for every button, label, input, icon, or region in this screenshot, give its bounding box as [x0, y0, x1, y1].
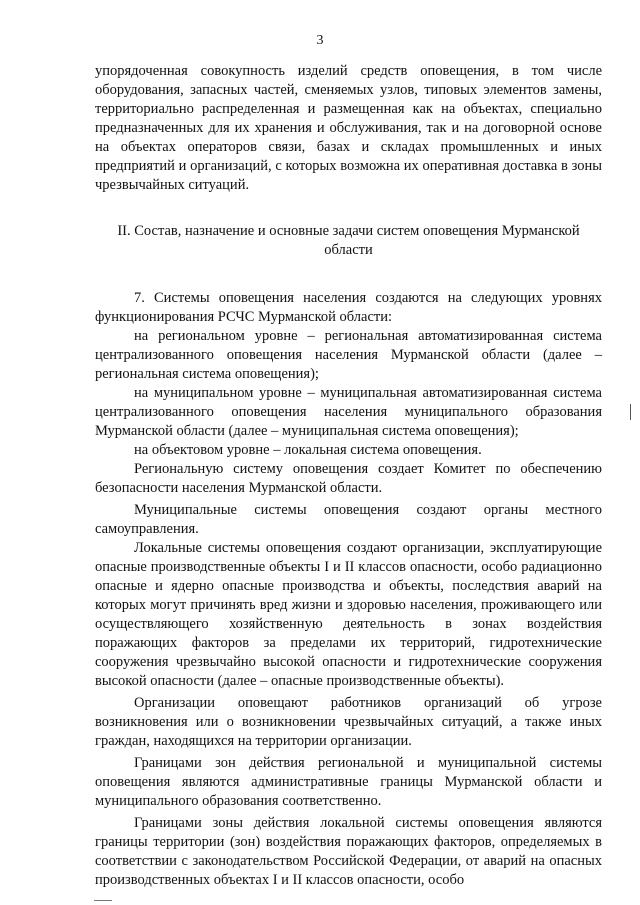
paragraph-regional-creator: Региональную систему оповещения создает Комитет по обеспечению безопасности населения Мурманской области.: [95, 461, 602, 496]
paragraph-regional-boundaries: Границами зон действия региональной и муниципальной системы оповещения являются административные границы Мурманской области и муниципального образования соответственно.: [95, 755, 602, 809]
paragraph-organizations-notify: Организации оповещают работников организаций об угрозе возникновения или о возникновении чрезвычайных ситуаций, а также иных граждан, находящихся на территории организации.: [95, 695, 602, 749]
paragraph-regional-level: на региональном уровне – региональная автоматизированная система централизованного оповещения населения Мурманской области (далее – региональная система оповещения);: [95, 328, 602, 382]
paragraph-local-systems: Локальные системы оповещения создают организации, эксплуатирующие опасные производственные объекты I и II классов опасности, особо радиационно опасные и ядерно опасные производства и объекты, последствия аварий на которых могут причинять вред жизни и здоровью населения, проживающего или осуществляющего хозяйственную деятельность в зонах воздействия поражающих факторов за пределами их территорий, гидротехнические сооружения чрезвычайно высокой опасности и гидротехнические сооружения высокой опасности (далее – опасные производственные объекты).: [95, 540, 602, 689]
paragraph-local-boundaries: Границами зоны действия локальной системы оповещения являются границы территории (зон) воздействия поражающих факторов, определяемых в соответствии с законодательством Российской Федерации, от аварий на опасных производственных объектах I и II классов опасности, особо: [95, 815, 602, 888]
paragraph-municipal-creator: Муниципальные системы оповещения создают органы местного самоуправления.: [95, 502, 602, 537]
document-body: [95, 62, 602, 890]
scan-edge-mark: [630, 404, 631, 420]
footer-mark: [94, 900, 112, 901]
paragraph-7: 7. Системы оповещения населения создаются на следующих уровнях функционирования РСЧС Мурманской области:: [95, 290, 602, 325]
page-number: 3: [316, 33, 324, 48]
paragraph-continuation: упорядоченная совокупность изделий средств оповещения, в том числе оборудования, запасных частей, сменяемых узлов, типовых элементов замены, территориально распределенная и размещенная как на объектах, специально предназначенных для их хранения и обслуживания, так и на договорной основе на объектах операторов связи, базах и складах промышленных и иных предприятий и организаций, с которых возможна их оперативная доставка в зоны чрезвычайных ситуаций.: [95, 63, 602, 193]
section-heading: II. Состав, назначение и основные задачи систем оповещения Мурманской области: [117, 223, 580, 258]
paragraph-object-level: на объектовом уровне – локальная система оповещения.: [134, 442, 482, 458]
paragraph-municipal-level: на муниципальном уровне – муниципальная автоматизированная система централизованного оповещения населения муниципального образования Мурманской области (далее – муниципальная система оповещения);: [95, 385, 602, 439]
